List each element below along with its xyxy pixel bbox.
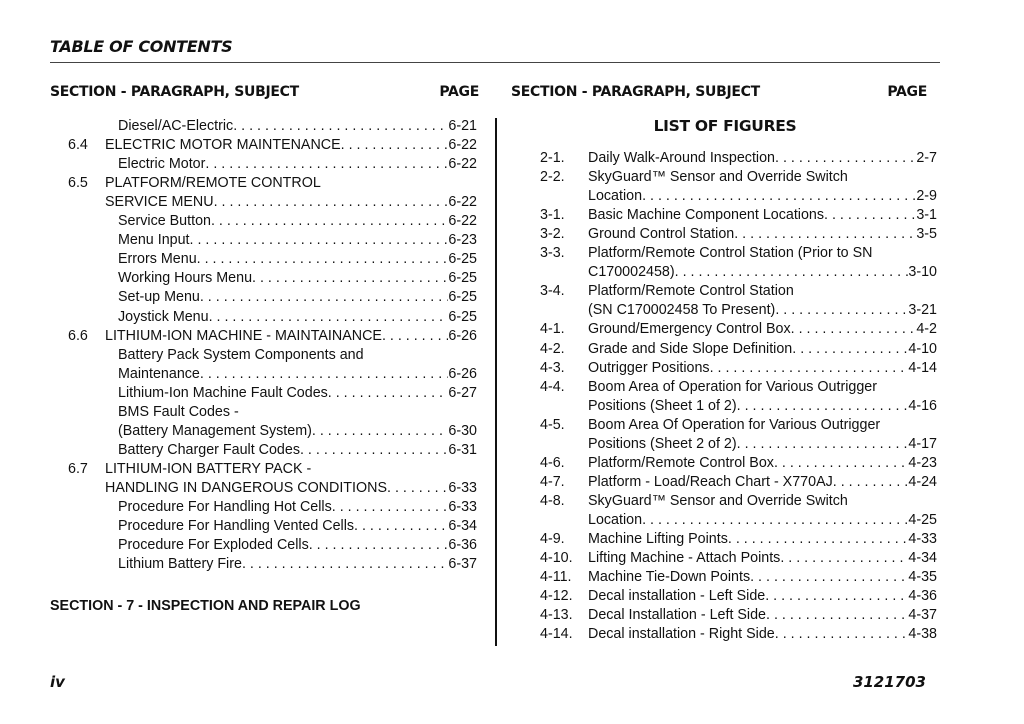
- page-number: iv: [50, 673, 65, 691]
- entry-number: 6.7: [68, 460, 88, 477]
- dot-leader: [642, 511, 908, 530]
- entry-page: 6-26: [448, 365, 477, 382]
- toc-row: [540, 435, 937, 454]
- entry-page: 4-37: [908, 607, 937, 624]
- entry-title: Diesel/AC-Electric: [118, 118, 234, 134]
- entry-title: (Battery Management System): [118, 422, 312, 439]
- entry-number: 3-4.: [540, 283, 565, 300]
- entry-title: LITHIUM-ION BATTERY PACK -: [105, 460, 312, 477]
- toc-row: [68, 288, 477, 307]
- entry-title: Positions (Sheet 2 of 2): [588, 435, 737, 452]
- dot-leader: [750, 568, 908, 587]
- dot-leader: [209, 308, 449, 327]
- entry-number: 4-2.: [540, 340, 565, 357]
- toc-entry: [105, 193, 477, 212]
- entry-title: Lifting Machine - Attach Points: [588, 550, 781, 567]
- entry-page: 4-16: [908, 397, 937, 414]
- list-of-figures-title: LIST OF FIGURES: [653, 117, 797, 135]
- entry-page: 4-33: [908, 531, 937, 547]
- toc-entry: [588, 301, 937, 320]
- dot-leader: [200, 365, 449, 384]
- toc-entry: [588, 454, 937, 473]
- entry-number: 6.5: [68, 175, 88, 192]
- entry-number: 4-4.: [540, 378, 565, 395]
- entry-page: 4-17: [908, 435, 937, 452]
- dot-leader: [190, 231, 449, 250]
- entry-title: Location: [588, 511, 643, 528]
- entry-title: Platform/Remote Control Station (Prior to SN: [588, 245, 873, 262]
- dot-leader: [211, 212, 448, 231]
- right-column-header: [511, 84, 927, 104]
- entry-title: (SN C170002458 To Present): [588, 302, 776, 319]
- dot-leader: [775, 625, 909, 644]
- toc-row: [540, 530, 937, 549]
- toc-row: [68, 403, 477, 422]
- entry-title: Battery Pack System Components and: [118, 346, 364, 363]
- dot-leader: [332, 498, 449, 517]
- entry-page: 6-22: [448, 137, 477, 154]
- entry-title: Daily Walk-Around Inspection: [588, 150, 775, 166]
- entry-title: Electric Motor: [118, 156, 206, 173]
- toc-entry: [118, 269, 477, 288]
- toc-row: [540, 282, 937, 301]
- dot-leader: [309, 536, 449, 555]
- toc-row: [68, 555, 477, 574]
- entry-page: 6-33: [448, 479, 477, 496]
- title-rule: [50, 62, 940, 63]
- toc-row: [68, 193, 477, 212]
- entry-page: 3-21: [908, 302, 937, 319]
- toc-row: [68, 365, 477, 384]
- entry-page: 6-25: [448, 270, 477, 287]
- entry-title: SERVICE MENU: [105, 194, 214, 211]
- dot-leader: [775, 149, 916, 168]
- toc-row: [540, 187, 937, 206]
- entry-page: 6-36: [448, 537, 477, 554]
- dot-leader: [197, 250, 449, 269]
- dot-leader: [734, 225, 916, 244]
- toc-entry: [588, 225, 937, 244]
- entry-title: Decal installation - Left Side: [588, 588, 766, 605]
- entry-title: ELECTRIC MOTOR MAINTENANCE: [105, 137, 341, 154]
- toc-row: [540, 397, 937, 416]
- entry-page: 4-36: [908, 588, 937, 605]
- page-title: TABLE OF CONTENTS: [50, 37, 233, 56]
- dot-leader: [205, 155, 448, 174]
- dot-leader: [341, 136, 449, 155]
- dot-leader: [737, 435, 909, 454]
- entry-number: 4-3.: [540, 359, 565, 376]
- entry-page: 4-38: [908, 626, 937, 643]
- dot-leader: [710, 359, 909, 378]
- toc-row: [68, 536, 477, 555]
- dot-leader: [775, 301, 908, 320]
- entry-title: Joystick Menu: [118, 308, 209, 325]
- entry-title: Set-up Menu: [118, 289, 200, 306]
- toc-row: [68, 136, 477, 155]
- dot-leader: [233, 117, 448, 136]
- page-label: PAGE: [439, 84, 479, 100]
- toc-entry: [118, 250, 477, 269]
- dot-leader: [214, 193, 449, 212]
- toc-row: [540, 378, 937, 397]
- toc-entry: [588, 530, 937, 549]
- entry-page: 4-34: [908, 550, 937, 567]
- entry-title: PLATFORM/REMOTE CONTROL: [105, 175, 321, 192]
- entry-title: SkyGuard™ Sensor and Override Switch: [588, 169, 848, 186]
- entry-page: 4-23: [908, 454, 937, 471]
- contents-list: [68, 117, 477, 592]
- toc-row: [540, 492, 937, 511]
- toc-entry: [588, 606, 937, 625]
- entry-number: 4-11.: [540, 569, 572, 586]
- entry-title: Machine Lifting Points: [588, 531, 728, 547]
- entry-title: Decal installation - Right Side: [588, 626, 775, 643]
- toc-entry: [118, 555, 477, 574]
- entry-title: Working Hours Menu: [118, 270, 253, 287]
- toc-row: [68, 308, 477, 327]
- entry-page: 6-22: [448, 156, 477, 173]
- entry-title: SkyGuard™ Sensor and Override Switch: [588, 492, 848, 509]
- column-label: SECTION - PARAGRAPH, SUBJECT: [511, 84, 760, 100]
- entry-page: 6-33: [448, 499, 477, 515]
- entry-number: 3-2.: [540, 226, 565, 243]
- toc-entry: [588, 587, 937, 606]
- toc-entry: [588, 625, 937, 644]
- entry-number: 6.4: [68, 137, 88, 154]
- entry-title: Menu Input: [118, 232, 190, 249]
- toc-row: [540, 320, 937, 339]
- entry-title: Ground/Emergency Control Box: [588, 321, 791, 338]
- toc-entry: [588, 359, 937, 378]
- toc-entry: [588, 263, 937, 282]
- entry-page: 3-1: [916, 207, 937, 224]
- entry-page: 6-23: [448, 232, 477, 249]
- column-label: SECTION - PARAGRAPH, SUBJECT: [50, 84, 299, 100]
- entry-number: 4-7.: [540, 473, 565, 490]
- dot-leader: [766, 606, 908, 625]
- entry-number: 6.6: [68, 327, 88, 344]
- dot-leader: [765, 587, 908, 606]
- toc-row: [540, 454, 937, 473]
- toc-entry: [118, 422, 477, 441]
- toc-entry: [588, 206, 937, 225]
- entry-title: Boom Area Of Operation for Various Outrigger: [588, 416, 881, 433]
- entry-page: 3-10: [908, 264, 937, 281]
- entry-page: 6-34: [448, 518, 477, 535]
- entry-page: 6-21: [448, 118, 477, 134]
- dot-leader: [728, 530, 909, 549]
- toc-entry: [588, 473, 937, 492]
- toc-row: [68, 441, 477, 460]
- entry-title: Location: [588, 188, 643, 205]
- dot-leader: [354, 517, 448, 536]
- toc-entry: [118, 536, 477, 555]
- page-label: PAGE: [887, 84, 927, 100]
- entry-title: LITHIUM-ION MACHINE - MAINTAINANCE: [105, 327, 382, 344]
- dot-leader: [791, 320, 917, 339]
- toc-row: [68, 155, 477, 174]
- toc-row: [68, 174, 477, 193]
- entry-number: 3-1.: [540, 207, 565, 224]
- dot-leader: [328, 384, 449, 403]
- toc-row: [68, 479, 477, 498]
- entry-number: 4-8.: [540, 492, 565, 509]
- entry-number: 4-9.: [540, 531, 565, 547]
- entry-title: Basic Machine Component Locations: [588, 207, 825, 224]
- entry-title: Battery Charger Fault Codes: [118, 441, 300, 458]
- entry-title: Platform/Remote Control Station: [588, 283, 794, 300]
- toc-row: [540, 206, 937, 225]
- entry-title: C170002458): [588, 264, 675, 281]
- entry-page: 4-14: [908, 359, 937, 376]
- entry-title: Platform - Load/Reach Chart - X770AJ: [588, 473, 833, 490]
- toc-entry: [588, 397, 937, 416]
- entry-page: 6-25: [448, 308, 477, 325]
- toc-entry: [588, 340, 937, 359]
- entry-page: 6-31: [448, 441, 477, 458]
- entry-page: 4-2: [916, 321, 937, 338]
- entry-title: Decal Installation - Left Side: [588, 607, 767, 624]
- toc-row: [540, 225, 937, 244]
- toc-entry: [588, 435, 937, 454]
- toc-row: [68, 117, 477, 136]
- toc-entry: [588, 187, 937, 206]
- entry-title: Errors Menu: [118, 251, 197, 268]
- toc-entry: [118, 212, 477, 231]
- dot-leader: [642, 187, 916, 206]
- toc-entry: [118, 441, 477, 460]
- entry-title: Grade and Side Slope Definition: [588, 340, 793, 357]
- toc-entry: [588, 320, 937, 339]
- toc-row: [540, 244, 937, 263]
- entry-title: Positions (Sheet 1 of 2): [588, 397, 737, 414]
- entry-page: 4-10: [908, 340, 937, 357]
- toc-entry: [105, 479, 477, 498]
- entry-title: Boom Area of Operation for Various Outrigger: [588, 378, 877, 395]
- toc-row: [68, 346, 477, 365]
- toc-entry: [118, 308, 477, 327]
- dot-leader: [824, 206, 916, 225]
- entry-title: Procedure For Handling Vented Cells: [118, 518, 355, 535]
- entry-page: 6-25: [448, 251, 477, 268]
- toc-entry: [118, 288, 477, 307]
- entry-page: 6-25: [448, 289, 477, 306]
- toc-row: [540, 549, 937, 568]
- entry-title: BMS Fault Codes -: [118, 403, 239, 420]
- entry-page: 6-27: [448, 384, 477, 401]
- toc-entry: [588, 149, 937, 168]
- toc-row: [540, 416, 937, 435]
- entry-number: 4-6.: [540, 454, 565, 471]
- toc-row: [540, 625, 937, 644]
- document-number: 3121703: [852, 673, 926, 691]
- entry-number: 2-2.: [540, 169, 565, 186]
- entry-number: 4-10.: [540, 550, 573, 567]
- entry-page: 6-22: [448, 213, 477, 230]
- toc-entry: [105, 327, 477, 346]
- dot-leader: [387, 479, 448, 498]
- entry-number: 4-5.: [540, 416, 565, 433]
- toc-row: [68, 498, 477, 517]
- dot-leader: [774, 454, 908, 473]
- entry-number: 4-12.: [540, 588, 573, 605]
- entry-number: 4-13.: [540, 607, 573, 624]
- entry-title: Service Button: [118, 213, 211, 230]
- entry-title: Outrigger Positions: [588, 359, 710, 376]
- entry-page: 6-30: [448, 422, 477, 439]
- entry-title: Procedure For Handling Hot Cells: [118, 499, 332, 515]
- toc-row: [540, 340, 937, 359]
- entry-number: 4-14.: [540, 626, 573, 643]
- toc-entry: [588, 568, 937, 587]
- toc-entry: [118, 155, 477, 174]
- toc-row: [540, 149, 937, 168]
- toc-row: [68, 384, 477, 403]
- toc-row: [68, 460, 477, 479]
- left-column-header: [50, 84, 479, 104]
- toc-row: [540, 168, 937, 187]
- toc-row: [540, 587, 937, 606]
- toc-entry: [118, 384, 477, 403]
- dot-leader: [833, 473, 909, 492]
- entry-page: 2-9: [916, 188, 937, 205]
- entry-title: Procedure For Exploded Cells: [118, 537, 309, 554]
- entry-page: 4-24: [908, 473, 937, 490]
- entry-title: Maintenance: [118, 365, 200, 382]
- entry-page: 2-7: [916, 150, 937, 166]
- toc-entry: [118, 231, 477, 250]
- dot-leader: [675, 263, 909, 282]
- dot-leader: [252, 269, 448, 288]
- dot-leader: [792, 340, 908, 359]
- toc-entry: [118, 517, 477, 536]
- dot-leader: [312, 422, 449, 441]
- entry-title: Ground Control Station: [588, 226, 735, 243]
- entry-title: Lithium-Ion Machine Fault Codes: [118, 384, 328, 401]
- toc-row: [68, 250, 477, 269]
- toc-row: [540, 473, 937, 492]
- toc-row: [68, 517, 477, 536]
- entry-title: Lithium Battery Fire: [118, 556, 242, 573]
- toc-row: [68, 327, 477, 346]
- entry-page: 4-25: [908, 511, 937, 528]
- dot-leader: [200, 288, 449, 307]
- toc-row: [68, 269, 477, 288]
- toc-entry: [118, 117, 477, 136]
- entry-page: 6-37: [448, 556, 477, 573]
- dot-leader: [300, 441, 448, 460]
- toc-row: [540, 263, 937, 282]
- entry-title: Platform/Remote Control Box: [588, 454, 774, 471]
- dot-leader: [780, 549, 908, 568]
- toc-entry: [118, 498, 477, 517]
- entry-page: 6-26: [448, 327, 477, 344]
- entry-page: 3-5: [916, 226, 937, 243]
- dot-leader: [737, 397, 909, 416]
- entry-page: 4-35: [908, 569, 937, 586]
- toc-row: [540, 511, 937, 530]
- dot-leader: [242, 555, 448, 574]
- toc-row: [68, 231, 477, 250]
- figures-list: [540, 149, 937, 649]
- toc-entry: [105, 136, 477, 155]
- entry-number: 4-1.: [540, 321, 565, 338]
- toc-row: [540, 568, 937, 587]
- toc-entry: [118, 365, 477, 384]
- entry-title: HANDLING IN DANGEROUS CONDITIONS: [105, 479, 387, 496]
- entry-title: Machine Tie-Down Points: [588, 569, 751, 586]
- toc-row: [540, 301, 937, 320]
- entry-page: 6-22: [448, 194, 477, 211]
- entry-number: 3-3.: [540, 245, 565, 262]
- toc-row: [68, 212, 477, 231]
- entry-number: 2-1.: [540, 150, 565, 166]
- toc-entry: [588, 511, 937, 530]
- toc-row: [540, 606, 937, 625]
- toc-entry: [588, 549, 937, 568]
- toc-row: [68, 422, 477, 441]
- dot-leader: [382, 327, 448, 346]
- column-divider: [495, 118, 497, 646]
- toc-row: [540, 359, 937, 378]
- section-7-heading: SECTION - 7 - INSPECTION AND REPAIR LOG: [50, 598, 361, 614]
